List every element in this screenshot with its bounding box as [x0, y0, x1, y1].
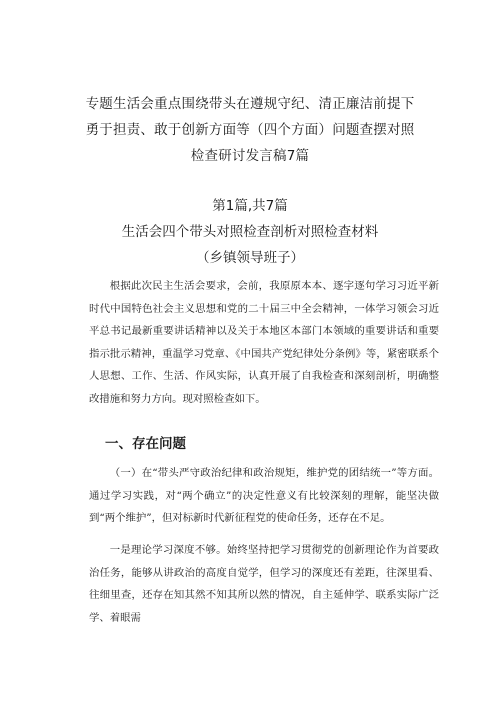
article-header [0, 193, 500, 271]
document-title-line: 勇于担责、敢于创新方面等（四个方面）问题查摆对照 [85, 122, 415, 138]
section-paragraph: （一）在“带头严守政治纪律和政治规矩，维护党的团结统一”等方面。通过学习实践，对“两个确立”的决定性意义有比较深刻的理解，能坚决做到“两个维护”，但对标新时代新征程党的使命任务，还存在不足。 [89, 467, 439, 524]
document-title-line: 专题生活会重点围绕带头在遵规守纪、清正廉洁前提下 [85, 96, 415, 112]
article-title: 生活会四个带头对照检查剖析对照检查材料 [121, 224, 379, 240]
section-paragraph: 一是理论学习深度不够。始终坚持把学习贯彻党的创新理论作为首要政治任务，能够从讲政治的高度自觉学，但学习的深度还有差距，往深里看、往细里查，还存在知其然不知其所以然的情况，自主延伸学、联系实际广泛学、着眼需 [89, 544, 439, 624]
article-subtitle: （乡镇领导班子） [196, 250, 304, 266]
part-label: 第1篇,共7篇 [212, 198, 288, 214]
section-heading: 一、存在问题 [105, 436, 186, 452]
document-title [0, 91, 500, 169]
document-title-line: 检查研讨发言稿7篇 [190, 148, 310, 164]
intro-paragraph: 根据此次民主生活会要求，会前，我原原本本、逐字逐句学习习近平新时代中国特色社会主义思想和党的二十届三中全会精神，一体学习领会习近平总书记最新重要讲话精神以及关于本地区本部门本领域的重要讲话和重要指示批示精神，重温学习党章、《中国共产党纪律处分条例》等，紧密联系个人思想、工作、生活、作风实际，认真开展了自我检查和深刻剖析，明确整改措施和努力方向。现对照检查如下。 [89, 280, 439, 405]
